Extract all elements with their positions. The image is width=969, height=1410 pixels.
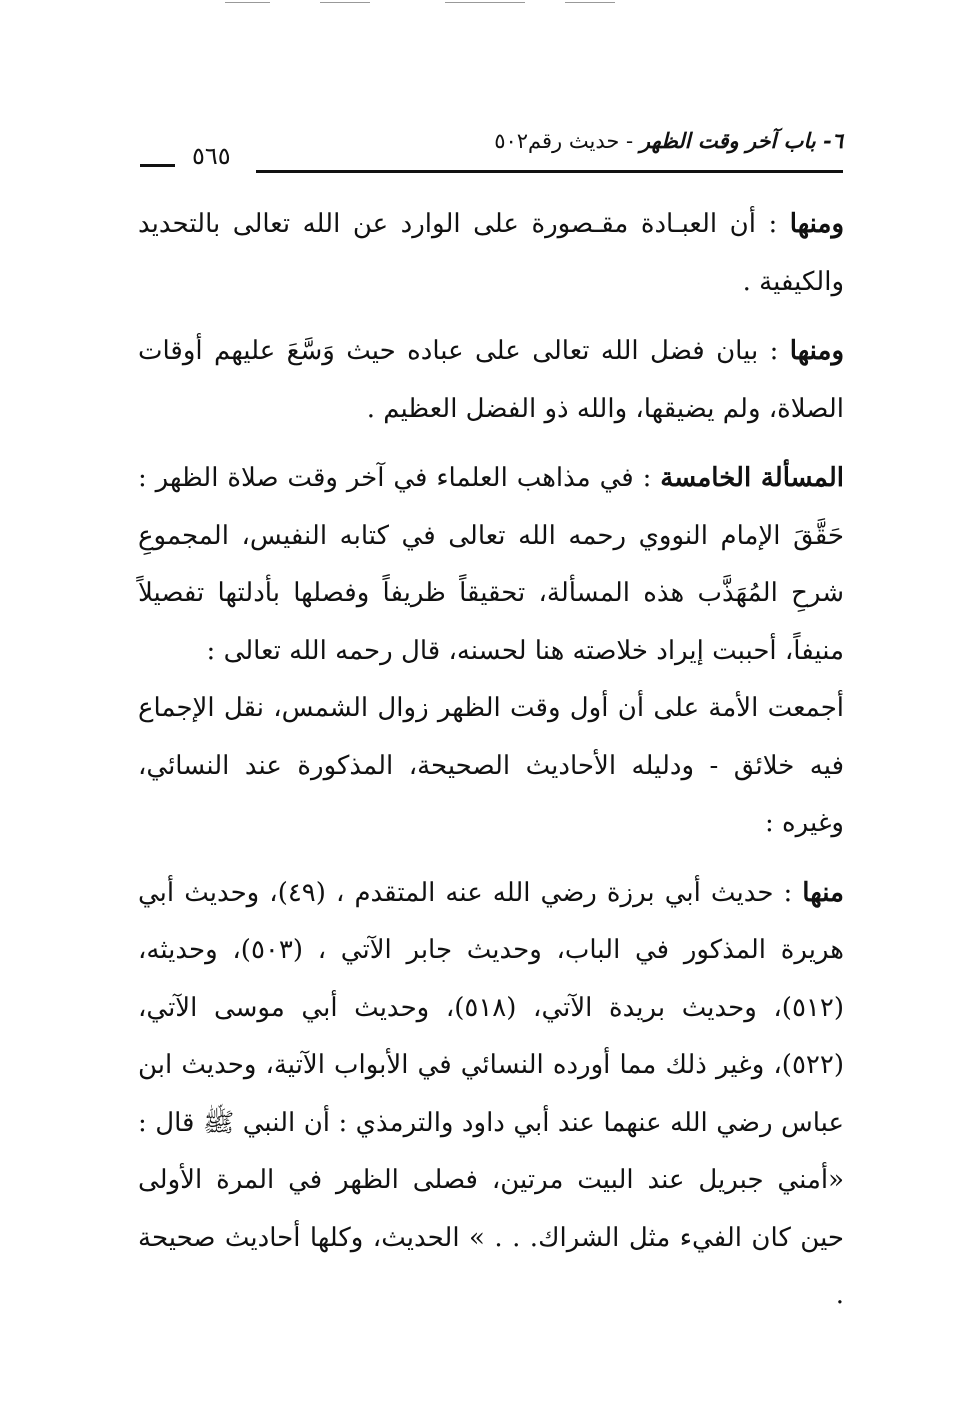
paragraph-text: : في مذاهب العلماء في آخر وقت صلاة الظهر : حَقَّقَ الإمام النووي رحمه الله تعالى في كتابه النفيس، المجموعِ شرحِ المُهَذَّب هذه المسألة، تحقيقاً ظريفاً وفصلها بأدلتها تفصيلاً منيفاً، أحببت إيراد خلاصته هنا لحسنه، قال رحمه الله تعالى :	[138, 463, 844, 666]
running-header	[140, 128, 843, 178]
paragraph	[138, 680, 844, 853]
section-heading: المسألة الخامسة	[660, 463, 844, 493]
paragraph	[138, 865, 844, 1325]
page-number: ٥٦٥	[192, 142, 231, 170]
header-left-dash	[140, 164, 175, 167]
header-separator: -	[619, 129, 640, 153]
paragraph	[138, 450, 844, 680]
paragraph-text: أجمعت الأمة على أن أول وقت الظهر زوال الشمس، نقل الإجماع فيه خلائق - ودليله الأحاديث الصحيحة، المذكورة عند النسائي، وغيره :	[138, 693, 844, 838]
paragraph-lead: ومنها	[789, 336, 844, 366]
hadith-reference: حديث رقم٥٠٢	[494, 129, 620, 153]
header-rule	[256, 170, 843, 173]
scan-top-marks	[0, 0, 969, 8]
body-text	[138, 196, 844, 1337]
paragraph	[138, 323, 844, 438]
running-header-title	[494, 128, 843, 153]
paragraph-lead: منها	[802, 877, 844, 908]
paragraph-lead: ومنها	[789, 209, 844, 239]
paragraph-text: : أن العبـادة مقـصورة على الوارد عن الله تعالى بالتحديد والكيفية .	[138, 209, 844, 297]
chapter-title: ٦- باب آخر وقت الظهر	[639, 128, 843, 153]
paragraph-text: : بيان فضل الله تعالى على عباده حيث وَسَّعَ عليهم أوقات الصلاة، ولم يضيقها، والله ذو الفضل العظيم .	[138, 336, 844, 424]
paragraph-text: : حديث أبي برزة رضي الله عنه المتقدم ، (٤٩)، وحديث أبي هريرة المذكور في الباب، وحديث جابر الآتي ، (٥٠٣)، وحديثه، (٥١٢)، وحديث بريدة الآتي، (٥١٨)، وحديث أبي موسى الآتي، (٥٢٢)، وغير ذلك مما أورده النسائي في الأبواب الآتية، وحديث ابن عباس رضي الله عنهما عند أبي داود والترمذي : أن النبي ﷺ قال : «أمني جبريل عند البيت مرتين، فصلى الظهر في المرة الأولى حين كان الفيء مثل الشراك. . . » الحديث، وكلها أحاديث صحيحة .	[138, 877, 844, 1310]
paragraph	[138, 196, 844, 311]
